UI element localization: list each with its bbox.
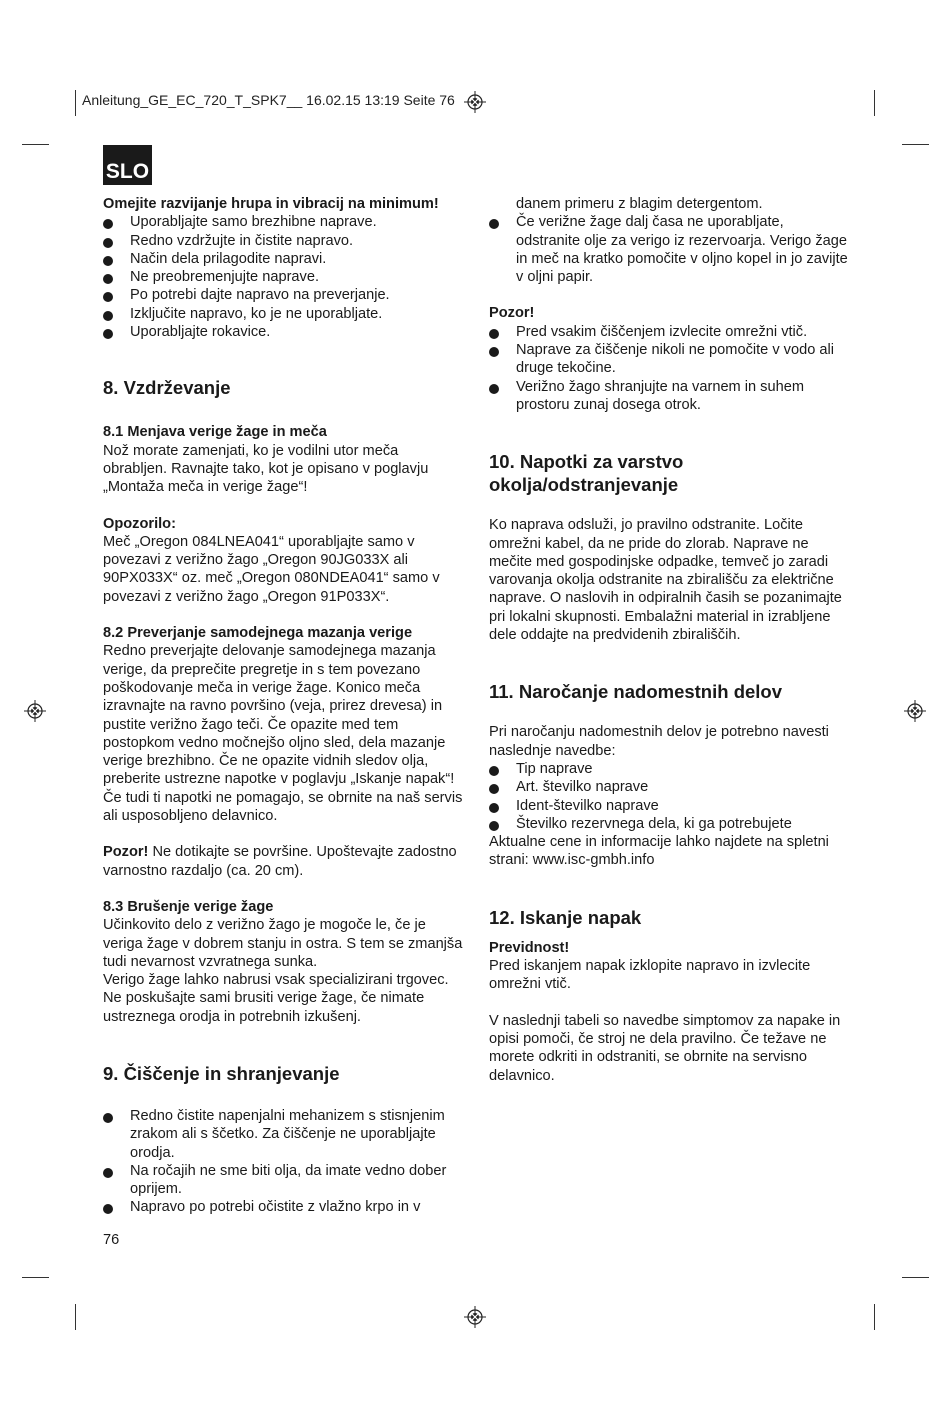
crop-mark xyxy=(75,1304,76,1330)
list-item: Pred vsakim čiščenjem izvlecite omrežni vtič. xyxy=(489,323,851,341)
list-item: Po potrebi dajte napravo na preverjanje. xyxy=(103,286,463,304)
paragraph: Učinkovito delo z verižno žago je mogoče le, če je veriga žage v dobrem stanju in ostra. S tem se zmanjša tudi nevarnost vzvratnega sunka. xyxy=(103,917,463,970)
list-item: Verižno žago shranjujte na varnem in suhem prostoru zunaj dosega otrok. xyxy=(489,378,851,415)
subsection-heading-8-1: 8.1 Menjava verige žage in meča xyxy=(103,424,327,441)
list-item: Če verižne žage dalj časa ne uporabljate, odstranite olje za verigo iz rezervoarja. Verigo žage in meč na kratko pomočite v oljno kopel in jo zavijte v oljni papir. xyxy=(489,213,851,286)
caution-text: Ne dotikajte se površine. Upoštevajte zadostno varnostno razdaljo (ca. 20 cm). xyxy=(103,844,457,879)
list-item: Tip naprave xyxy=(489,760,851,778)
warning-heading: Opozorilo: xyxy=(103,515,176,532)
paragraph: V naslednji tabeli so navedbe simptomov za napake in opisi pomoči, če stroj ne dela pravilno. Če težave ne morete odkriti in odstraniti, se obrnite na servisno delavnico. xyxy=(489,1012,841,1084)
paragraph: Pred iskanjem napak izklopite napravo in izvlecite omrežni vtič. xyxy=(489,958,811,993)
paragraph: Pri naročanju nadomestnih delov je potrebno navesti naslednje navedbe: xyxy=(489,724,829,759)
crop-mark xyxy=(22,1277,49,1278)
list-item: Ne preobremenjujte naprave. xyxy=(103,268,463,286)
left-column xyxy=(103,195,463,1217)
crop-mark xyxy=(22,144,49,145)
caution-heading: Pozor! xyxy=(489,305,535,322)
list-item: Izključite napravo, ko je ne uporabljate. xyxy=(103,305,463,323)
language-badge: SLO xyxy=(103,145,152,185)
paragraph: Nož morate zamenjati, ko je vodilni utor meča obrabljen. Ravnajte tako, kot je opisano v poglavju „Montaža meča in verige žage“! xyxy=(103,442,429,496)
caution-paragraph xyxy=(103,843,463,880)
precaution-heading: Previdnost! xyxy=(489,939,570,956)
section-heading-11: 11. Naročanje nadomestnih delov xyxy=(489,681,783,703)
cleaning-list-continued xyxy=(489,195,851,286)
section-heading-9: 9. Čiščenje in shranjevanje xyxy=(103,1062,340,1084)
section-heading-10: 10. Napotki za varstvo okolja/odstranjevanje xyxy=(489,451,684,496)
crop-mark xyxy=(902,144,929,145)
running-head: Anleitung_GE_EC_720_T_SPK7__ 16.02.15 13:19 Seite 76 xyxy=(82,92,455,108)
paragraph: Verigo žage lahko nabrusi vsak specializirani trgovec. Ne poskušajte sami brusiti verige žage, če nimate ustreznega orodja in potrebnih izkušenj. xyxy=(103,972,449,1025)
section-heading-12: 12. Iskanje napak xyxy=(489,906,642,928)
list-item: Uporabljajte samo brezhibne naprave. xyxy=(103,213,463,231)
list-item: Način dela prilagodite napravi. xyxy=(103,250,463,268)
caution-label: Pozor! xyxy=(103,844,149,861)
paragraph: Aktualne cene in informacije lahko najdete na spletni strani: www.isc-gmbh.info xyxy=(489,834,829,869)
paragraph: Meč „Oregon 084LNEA041“ uporabljajte samo v povezavi z verižno žago „Oregon 90JG033X ali 90PX033X“ oz. meč „Oregon 080NDEA041“ samo v povezavi z verižno žago „Oregon 91P033X“. xyxy=(103,533,440,605)
right-column xyxy=(489,195,851,1085)
noise-list xyxy=(103,213,463,341)
list-item: Napravo po potrebi očistite z vlažno krpo in v xyxy=(103,1198,463,1216)
cleaning-list xyxy=(103,1107,463,1217)
list-item: Številko rezervnega dela, ki ga potrebujete xyxy=(489,815,851,833)
list-item-continuation: danem primeru z blagim detergentom. xyxy=(516,196,763,212)
registration-mark-icon xyxy=(464,91,486,113)
list-item: Na ročajih ne sme biti olja, da imate vedno dober oprijem. xyxy=(103,1162,463,1199)
crop-mark xyxy=(75,90,76,116)
list-item: Art. številko naprave xyxy=(489,778,851,796)
list-item: Redno čistite napenjalni mehanizem s stisnjenim zrakom ali s ščetko. Za čiščenje ne uporabljajte orodja. xyxy=(103,1107,463,1162)
subsection-heading-8-3: 8.3 Brušenje verige žage xyxy=(103,898,274,915)
paragraph: Redno preverjajte delovanje samodejnega mazanja verige, da preprečite pregretje in s tem povezano poškodovanje meča in verige žage. Konico meča izravnajte na ravno površino (veja, prirez drevesa) in pustite verižno žago teči. Če opazite med tem postopkom vedno močnejšo oljno sled, dela mazanje verige brezhibno. Če ne opazite vidnih sledov olja, preberite ustrezne napotke v poglavju „Iskanje napak“! Če tudi ti napotki ne pomagajo, se obrnite na naš servis ali usposobljeno delavnico. xyxy=(103,643,463,825)
registration-mark-icon xyxy=(904,700,926,722)
spare-parts-list xyxy=(489,760,851,833)
noise-heading: Omejite razvijanje hrupa in vibracij na minimum! xyxy=(103,196,439,212)
crop-mark xyxy=(874,90,875,116)
crop-mark xyxy=(902,1277,929,1278)
caution-list xyxy=(489,323,851,414)
paragraph: Ko naprava odsluži, jo pravilno odstranite. Ločite omrežni kabel, da ne pride do zlorab. Naprave ne mečite med gospodinjske odpadke, temveč jo zaradi varovanja okolja odstranite na zbirališču za električne naprave. O naslovih in odpiralnih časih se pozanimajte pri lokalni skupnosti. Embalažni material in izrabljene dele oddajte na predvidenih zbirališčih. xyxy=(489,517,842,644)
list-item: Redno vzdržujte in čistite napravo. xyxy=(103,232,463,250)
list-item: Ident-številko naprave xyxy=(489,797,851,815)
registration-mark-icon xyxy=(464,1306,486,1328)
list-item: Uporabljajte rokavice. xyxy=(103,323,463,341)
registration-mark-icon xyxy=(24,700,46,722)
section-heading-8: 8. Vzdrževanje xyxy=(103,377,231,399)
page-number: 76 xyxy=(103,1232,120,1248)
subsection-heading-8-2: 8.2 Preverjanje samodejnega mazanja verige xyxy=(103,625,413,642)
crop-mark xyxy=(874,1304,875,1330)
list-item: Naprave za čiščenje nikoli ne pomočite v vodo ali druge tekočine. xyxy=(489,341,851,378)
